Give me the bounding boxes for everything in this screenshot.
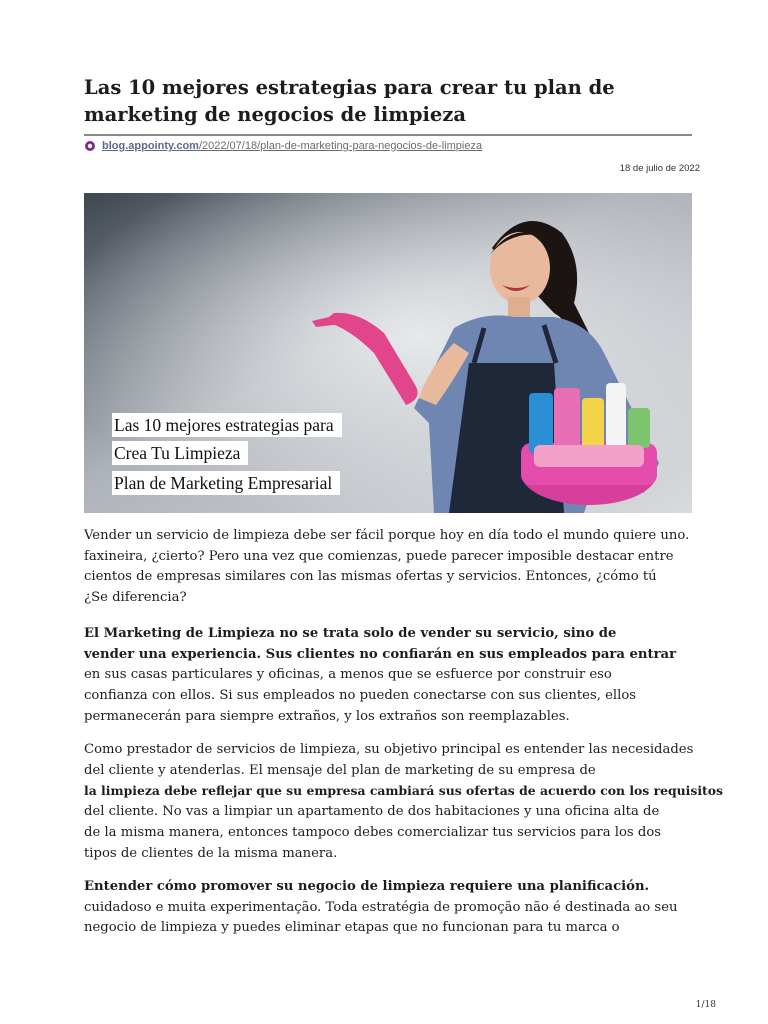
source-url[interactable] [102,140,482,152]
paragraph-line: la limpieza debe reflejar que su empresa cambiará sus ofertas de acuerdo con los requisitos [84,783,724,799]
paragraph-line: del cliente y atenderlas. El mensaje del plan de marketing de su empresa de [84,762,596,778]
source-domain[interactable]: blog.appointy.com [102,140,199,152]
article-title [84,74,684,128]
paragraph-3 [84,740,724,864]
hero-caption-line-1: Las 10 mejores estrategias para [112,413,342,437]
paragraph-line: cientos de empresas similares con las mismas ofertas y servicios. Entonces, ¿cómo tú [84,569,657,585]
paragraph-line: Entender cómo promover su negocio de limpieza requiere una planificación. [84,879,650,894]
paragraph-line: Como prestador de servicios de limpieza, su objetivo principal es entender las necesidades [84,742,694,757]
paragraph-line: confianza con ellos. Si sus empleados no pueden conectarse con sus clientes, ellos [84,688,637,704]
hero-illustration [84,193,692,513]
source-path[interactable]: /2022/07/18/plan-de-marketing-para-negocios-de-limpieza [198,140,483,152]
hero-caption-line-3: Plan de Marketing Empresarial [112,471,340,495]
paragraph-line: faxineira, ¿cierto? Pero una vez que comienzas, puede parecer imposible destacar entre [84,548,674,564]
paragraph-line: negocio de limpieza y puedes eliminar etapas que no funcionan para tu marca o [84,920,620,936]
paragraph-line: del cliente. No vas a limpiar un apartamento de dos habitaciones y una oficina alta de [84,804,660,820]
title-line-1: Las 10 mejores estrategias para crear tu plan de [84,76,615,99]
publish-date: 18 de julio de 2022 [619,163,700,174]
title-divider [84,134,692,136]
page-number: 1/18 [695,1000,716,1010]
paragraph-line: de la misma manera, entonces tampoco debes comercializar tus servicios para los dos [84,824,662,840]
source-link[interactable] [84,140,482,152]
paragraph-line: vender una experiencia. Sus clientes no confiarán en sus empleados para entrar [84,646,677,662]
paragraph-2 [84,624,694,728]
appointy-logo-icon [84,140,96,152]
hero-image [84,193,692,513]
paragraph-line: tipos de clientes de la misma manera. [84,845,338,861]
paragraph-line: ¿Se diferencia? [84,590,187,606]
paragraph-line: Vender un servicio de limpieza debe ser fácil porque hoy en día todo el mundo quiere uno. [84,528,690,543]
paragraph-line: en sus casas particulares y oficinas, a menos que se esfuerce por construir eso [84,667,612,683]
paragraph-4 [84,877,694,939]
paragraph-line: permanecerán para siempre extraños, y los extraños son reemplazables. [84,708,570,724]
title-line-2: marketing de negocios de limpieza [84,103,467,126]
paragraph-line: El Marketing de Limpieza no se trata solo de vender su servicio, sino de [84,626,617,641]
paragraph-line: cuidadoso e muita experimentação. Toda estratégia de promoção não é destinada ao seu [84,899,678,915]
hero-caption-line-2: Crea Tu Limpieza [112,441,248,465]
paragraph-1 [84,526,694,609]
